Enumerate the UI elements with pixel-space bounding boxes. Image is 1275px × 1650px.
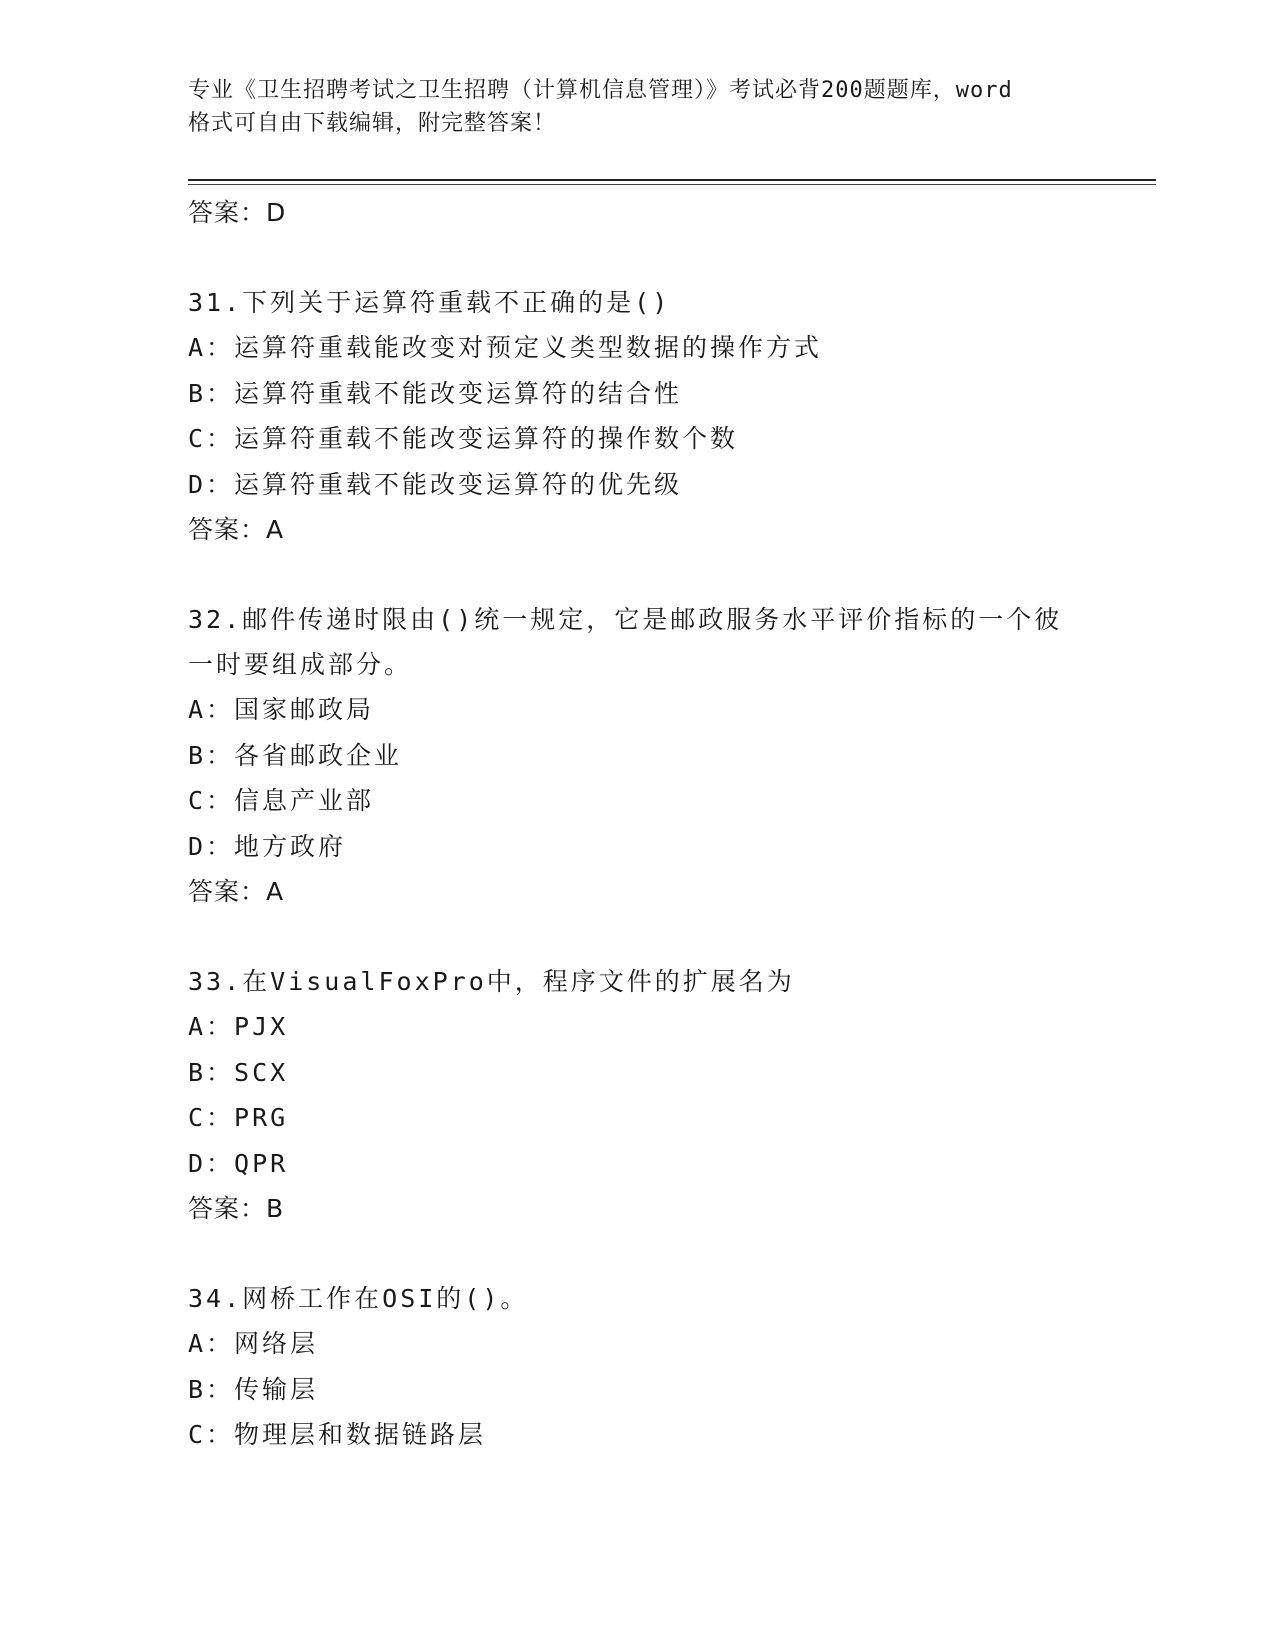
option-c: C：运算符重载不能改变运算符的操作数个数 [188,424,739,453]
option-d: D：QPR [188,1148,289,1178]
question-stem: 33.在VisualFoxPro中，程序文件的扩展名为 [188,967,795,996]
option-b: B：各省邮政企业 [188,740,403,770]
option-d: D：运算符重载不能改变运算符的优先级 [188,469,683,499]
option-b: B：SCX [188,1057,289,1087]
option-c: C：PRG [188,1103,289,1132]
question-stem: 31.下列关于运算符重载不正确的是() [188,288,671,317]
header-line-1: 专业《卫生招聘考试之卫生招聘（计算机信息管理）》考试必背200题题库，word [188,78,1013,103]
page-header [188,74,1088,140]
question-stem-continued: 一时要组成部分。 [188,650,413,679]
option-a: A：国家邮政局 [188,695,375,724]
option-d: D：地方政府 [188,831,347,861]
question-list [188,190,1108,1458]
question-stem: 32.邮件传递时限由()统一规定，它是邮政服务水平评价指标的一个彼 [188,605,1063,634]
option-b: B：传输层 [188,1374,319,1404]
header-rule-thin [188,184,1156,185]
answer-line: 答案：B [188,1194,285,1223]
header-rule-thick [188,179,1156,181]
option-a: A：运算符重载能改变对预定义类型数据的操作方式 [188,333,823,362]
option-c: C：物理层和数据链路层 [188,1420,487,1449]
question-32 [188,597,1108,914]
answer-line: 答案：A [188,515,285,544]
question-34 [188,1276,1108,1458]
option-a: A：PJX [188,1012,289,1041]
option-a: A：网络层 [188,1329,319,1358]
question-33 [188,959,1108,1231]
question-31 [188,280,1108,552]
option-c: C：信息产业部 [188,786,375,815]
spacer [188,235,1108,280]
question-stem: 34.网桥工作在OSI的()。 [188,1284,529,1313]
option-b: B：运算符重载不能改变运算符的结合性 [188,378,683,408]
spacer [188,552,1108,597]
answer-line: 答案：D [188,198,287,227]
answer-line: 答案：A [188,877,285,906]
header-line-2: 格式可自由下载编辑，附完整答案！ [188,111,557,136]
spacer [188,1231,1108,1276]
spacer [188,914,1108,959]
